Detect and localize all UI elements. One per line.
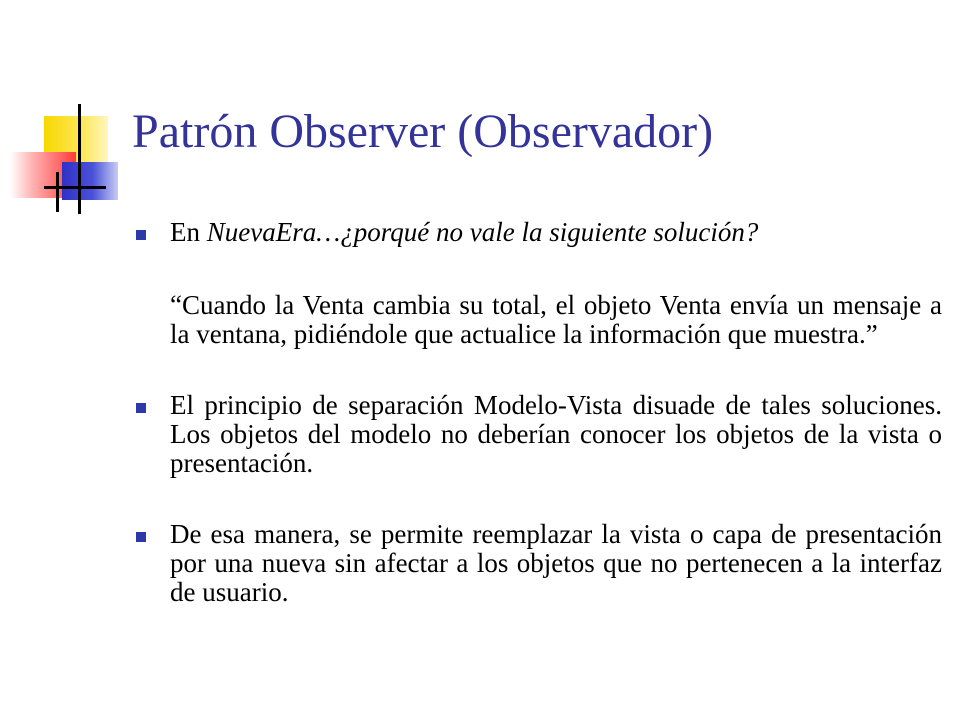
bullet-text-italic: NuevaEra…¿porqué no vale la siguiente solución? — [206, 217, 759, 247]
horizontal-line-shape — [44, 186, 106, 189]
bullet-item — [130, 391, 942, 478]
bullet-item — [130, 520, 942, 607]
square-bullet-icon — [136, 403, 146, 413]
bullet-text: El principio de separación Modelo-Vista disuade de tales soluciones. Los objetos del modelo no deberían conocer los objetos de la vista o presentación. — [170, 390, 942, 478]
blue-square-shape — [62, 162, 118, 200]
decorative-logo — [0, 0, 140, 230]
square-bullet-icon — [136, 230, 146, 240]
square-bullet-icon — [136, 532, 146, 542]
bullet-text-prefix: En — [170, 217, 207, 247]
quoted-paragraph: “Cuando la Venta cambia su total, el objeto Venta envía un mensaje a la ventana, pidiéndole que actualice la información que muestra.” — [170, 290, 942, 349]
slide-title: Patrón Observer (Observador) — [132, 105, 714, 158]
vertical-line-shape — [56, 172, 59, 212]
bullet-item — [130, 218, 942, 247]
vertical-line-shape — [78, 104, 81, 214]
slide-body — [130, 218, 942, 607]
bullet-text: De esa manera, se permite reemplazar la vista o capa de presentación por una nueva sin afectar a los objetos que no pertenecen a la interfaz de usuario. — [170, 519, 942, 607]
